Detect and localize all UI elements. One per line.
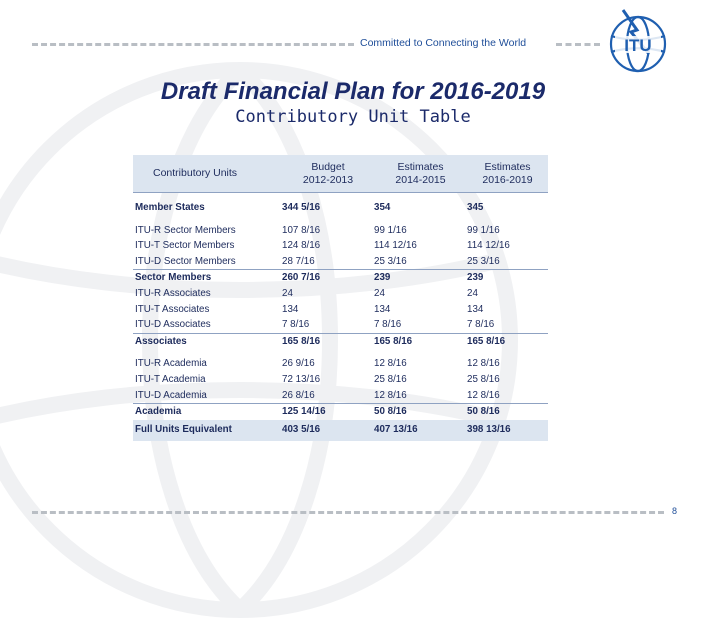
estimate-2016-cell: 239	[467, 272, 484, 284]
row-label: ITU-T Academia	[135, 373, 206, 385]
table-row	[133, 388, 548, 404]
slide-title: Draft Financial Plan for 2016-2019	[160, 78, 546, 105]
estimate-2016-cell: 114 12/16	[467, 240, 510, 252]
estimate-2014-cell: 25 3/16	[374, 254, 467, 270]
spacer-row	[133, 193, 548, 201]
table-header-row	[133, 155, 548, 193]
row-label: ITU-R Academia	[135, 358, 207, 370]
table-row	[133, 317, 548, 333]
header-cell	[467, 155, 548, 193]
estimate-2016-cell: 12 8/16	[467, 388, 548, 404]
table-row	[133, 333, 548, 349]
estimate-2016-cell: 12 8/16	[467, 358, 500, 370]
header-period: 2014-2015	[395, 173, 446, 186]
row-label: Academia	[135, 406, 182, 418]
table-row	[133, 270, 548, 286]
estimate-2014-cell: 165 8/16	[374, 335, 413, 347]
row-label: Sector Members	[135, 272, 212, 284]
budget-cell: 28 7/16	[282, 254, 374, 270]
estimate-2016-cell: 7 8/16	[467, 317, 548, 333]
contributory-unit-table	[133, 155, 548, 441]
table-row	[133, 286, 548, 302]
row-label: Associates	[135, 335, 187, 347]
row-label: Member States	[135, 202, 205, 213]
estimate-2014-cell: 99 1/16	[374, 224, 407, 236]
budget-cell: 260 7/16	[282, 272, 321, 284]
table-row	[133, 372, 548, 388]
estimate-2016-cell: 25 8/16	[467, 373, 500, 385]
budget-cell: 125 14/16	[282, 406, 326, 418]
table-row	[133, 404, 548, 420]
budget-cell: 72 13/16	[282, 373, 321, 385]
row-label: ITU-R Associates	[135, 287, 211, 299]
header-divider-right	[556, 43, 600, 46]
estimate-2016-cell: 24	[467, 287, 478, 299]
budget-cell: 7 8/16	[282, 317, 374, 333]
budget-cell: 124 8/16	[282, 240, 321, 252]
header-period: 2016-2019	[482, 173, 533, 186]
estimate-2014-cell: 24	[374, 287, 385, 299]
header-period: 2012-2013	[302, 173, 354, 186]
budget-cell: 134	[282, 303, 299, 315]
estimate-2016-cell: 99 1/16	[467, 224, 500, 236]
estimate-2014-cell: 239	[374, 272, 391, 284]
header-label: Budget	[311, 160, 345, 173]
header-cell	[133, 155, 282, 193]
estimate-2014-cell: 134	[374, 303, 391, 315]
page-number: 8	[672, 506, 678, 516]
row-label: ITU-D Associates	[133, 317, 282, 333]
estimate-2014-cell: 354	[374, 202, 391, 213]
estimate-2016-cell: 134	[467, 303, 484, 315]
budget-cell: 107 8/16	[282, 224, 321, 236]
estimate-2016-cell: 25 3/16	[467, 254, 548, 270]
estimate-2014-cell: 25 8/16	[374, 373, 407, 385]
estimate-2014-cell: 12 8/16	[374, 358, 407, 370]
table-row	[133, 254, 548, 270]
header-cell	[374, 155, 467, 193]
budget-cell: 26 9/16	[282, 358, 315, 370]
table-row	[133, 223, 548, 239]
budget-cell: 403 5/16	[282, 420, 374, 441]
budget-cell: 344 5/16	[282, 202, 321, 213]
table-row	[133, 238, 548, 254]
header-divider-left	[32, 43, 354, 46]
estimate-2014-cell: 7 8/16	[374, 317, 467, 333]
table-row	[133, 356, 548, 372]
estimate-2014-cell: 407 13/16	[374, 420, 467, 441]
spacer-row	[133, 349, 548, 356]
row-label: ITU-T Associates	[135, 303, 210, 315]
spacer-row	[133, 216, 548, 223]
row-label: Full Units Equivalent	[133, 420, 282, 441]
footer-divider	[32, 511, 664, 514]
row-label: ITU-D Academia	[133, 388, 282, 404]
header-label: Estimates	[397, 160, 444, 173]
estimate-2016-cell: 50 8/16	[467, 406, 500, 418]
itu-logo-icon	[603, 8, 673, 78]
estimate-2016-cell: 398 13/16	[467, 420, 548, 441]
budget-cell: 26 8/16	[282, 388, 374, 404]
header-cell	[282, 155, 374, 193]
header-label: Contributory Units	[153, 167, 238, 179]
header-label: Estimates	[484, 160, 531, 173]
estimate-2014-cell: 50 8/16	[374, 406, 407, 418]
logo-text: ITU	[624, 36, 652, 55]
row-label: ITU-R Sector Members	[135, 224, 236, 236]
estimate-2016-cell: 165 8/16	[467, 335, 506, 347]
row-label: ITU-T Sector Members	[135, 240, 235, 252]
budget-cell: 24	[282, 287, 293, 299]
row-label: ITU-D Sector Members	[133, 254, 282, 270]
table-row	[133, 302, 548, 318]
total-row	[133, 420, 548, 441]
budget-cell: 165 8/16	[282, 335, 321, 347]
tagline: Committed to Connecting the World	[360, 37, 527, 49]
estimate-2014-cell: 114 12/16	[374, 240, 417, 252]
table-row	[133, 200, 548, 216]
slide-subtitle: Contributory Unit Table	[235, 107, 471, 127]
estimate-2014-cell: 12 8/16	[374, 388, 467, 404]
estimate-2016-cell: 345	[467, 202, 484, 213]
